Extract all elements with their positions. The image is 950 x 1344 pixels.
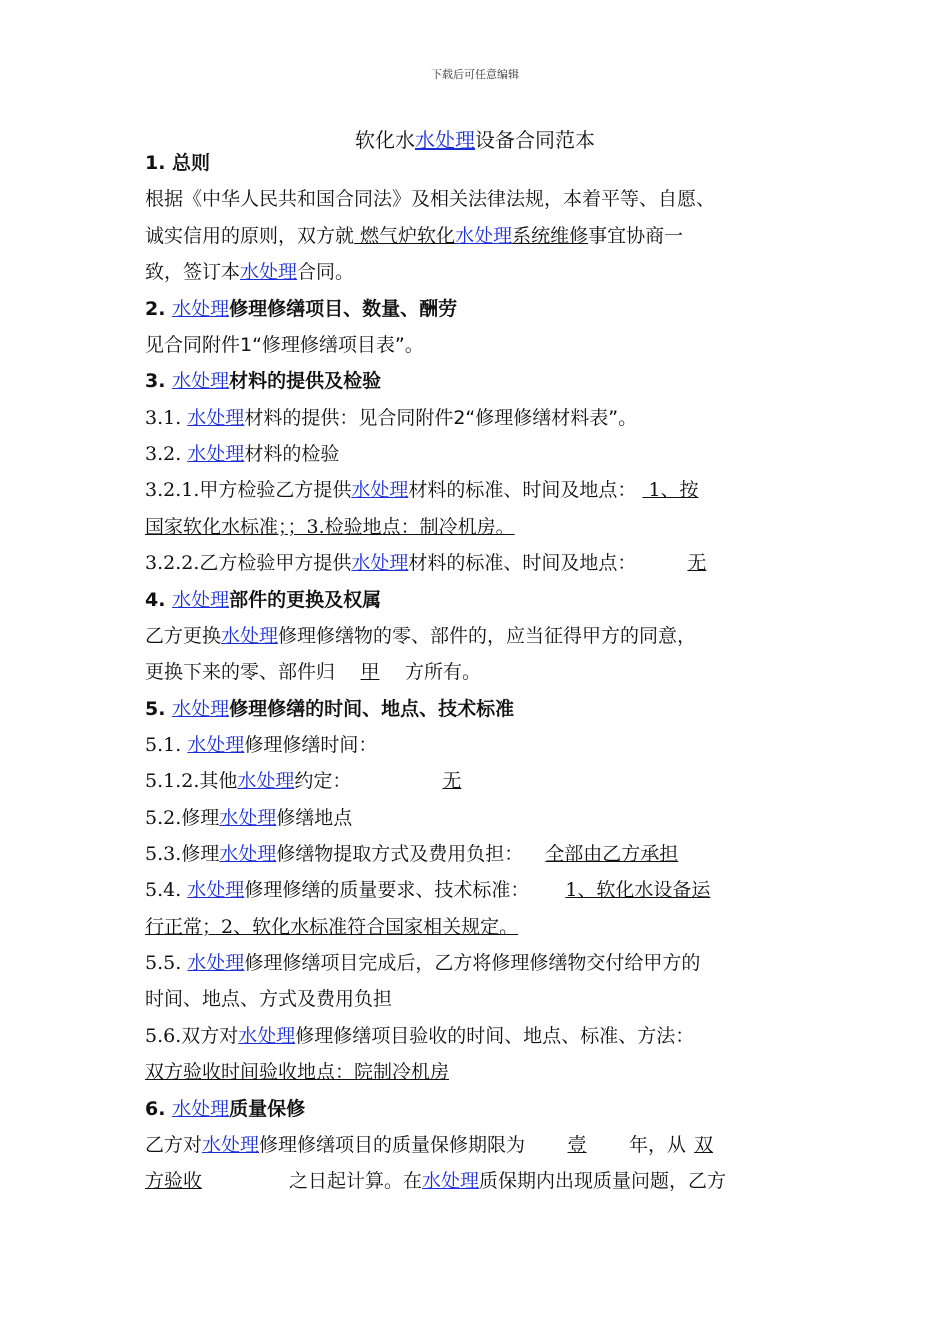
fill-text: 无 xyxy=(687,552,707,574)
link-water-treatment[interactable]: 水处理 xyxy=(172,698,230,720)
text: 修理修缮物的零、部件的，应当征得甲方的同意， xyxy=(278,625,697,647)
section-6-line-2 xyxy=(145,1168,815,1194)
section-6-heading xyxy=(145,1096,815,1122)
title-prefix: 软化水 xyxy=(355,128,415,152)
text: 材料的标准、时间及地点： xyxy=(408,479,637,501)
fill-field: 国家软化水标准；；3.检验地点：制冷机房。 xyxy=(145,516,515,538)
section-1-heading: 1. 总则 xyxy=(145,152,211,174)
text: 修理修缮项目验收的时间、地点、标准、方法： xyxy=(295,1025,695,1047)
text: 修理修缮项目完成后，乙方将修理修缮物交付给甲方的 xyxy=(244,952,701,974)
fill-text: 燃气炉软化 xyxy=(354,225,456,247)
link-water-treatment[interactable]: 水处理 xyxy=(221,625,279,647)
fill-field: 1、按 xyxy=(642,479,699,501)
clause-5-2 xyxy=(145,805,815,831)
text: 修理修缮的质量要求、技术标准： xyxy=(244,879,530,901)
fill-text: 双 xyxy=(694,1134,714,1156)
text: 5.1.2.其他 xyxy=(145,770,238,792)
link-water-treatment[interactable]: 水处理 xyxy=(187,734,245,756)
text: 更换下来的零、部件归 xyxy=(145,661,336,683)
fill-text: 壹 xyxy=(567,1134,587,1156)
link-water-treatment[interactable]: 水处理 xyxy=(422,1170,480,1192)
section-number: 4. xyxy=(145,589,173,611)
text: 3.2.1.甲方检验乙方提供 xyxy=(145,479,352,501)
clause-5-5 xyxy=(145,950,815,976)
section-1-line-3 xyxy=(145,259,815,285)
text: 修理修缮项目的质量保修期限为 xyxy=(259,1134,526,1156)
section-number: 6. xyxy=(145,1098,173,1120)
section-4-line-1 xyxy=(145,623,815,649)
link-water-treatment[interactable]: 水处理 xyxy=(187,407,245,429)
clause-number: 5.1. xyxy=(145,734,188,756)
header-note: 下载后可任意编辑 xyxy=(431,68,519,81)
clause-number: 3.2. xyxy=(145,443,188,465)
text: 年，从 xyxy=(629,1134,687,1156)
clause-5-1-2 xyxy=(145,768,815,794)
link-water-treatment[interactable]: 水处理 xyxy=(187,443,245,465)
clause-5-1 xyxy=(145,732,815,758)
clause-5-3 xyxy=(145,841,815,867)
clause-number: 5.4. xyxy=(145,879,188,901)
link-water-treatment[interactable]: 水处理 xyxy=(240,261,298,283)
text: 材料的提供：见合同附件2“修理修缮材料表”。 xyxy=(244,407,638,429)
clause-3-2-2 xyxy=(145,550,815,576)
fill-field: 行正常；2、软化水标准符合国家相关规定。 xyxy=(145,916,519,938)
clause-3-2-1-line-2 xyxy=(145,514,815,540)
fill-field xyxy=(525,1132,629,1158)
text: 致，签订本 xyxy=(145,261,241,283)
heading-text: 材料的提供及检验 xyxy=(229,370,382,392)
text: 修缮物提取方式及费用负担： xyxy=(276,843,524,865)
section-3-heading xyxy=(145,368,815,394)
text: 5.6.双方对 xyxy=(145,1025,239,1047)
section-4-heading xyxy=(145,587,815,613)
link-water-treatment[interactable]: 水处理 xyxy=(172,589,230,611)
fill-text: 系统维修 xyxy=(512,225,589,247)
section-4-line-2 xyxy=(145,659,815,685)
clause-5-6-line-2 xyxy=(145,1059,815,1085)
text: 合同。 xyxy=(297,261,355,283)
fill-text: 1、软化水设备运 xyxy=(565,879,711,901)
link-water-treatment[interactable]: 水处理 xyxy=(172,298,230,320)
text: 材料的标准、时间及地点： xyxy=(408,552,637,574)
heading-text: 质量保修 xyxy=(229,1098,306,1120)
text: 质保期内出现质量问题，乙方 xyxy=(479,1170,727,1192)
section-2-heading xyxy=(145,296,815,322)
link-water-treatment[interactable]: 水处理 xyxy=(172,370,230,392)
fill-text: 无 xyxy=(442,770,462,792)
heading-text: 修理修缮项目、数量、酬劳 xyxy=(229,298,458,320)
fill-field xyxy=(335,659,405,685)
heading-text: 修理修缮的时间、地点、技术标准 xyxy=(229,698,515,720)
link-water-treatment[interactable]: 水处理 xyxy=(238,1025,296,1047)
clause-3-2 xyxy=(145,441,815,467)
section-6-line-1 xyxy=(145,1132,815,1158)
text: 事宜协商一 xyxy=(588,225,684,247)
fill-field xyxy=(523,843,678,865)
text: 约定： xyxy=(294,770,352,792)
title-suffix: 设备合同范本 xyxy=(475,128,595,152)
clause-5-4 xyxy=(145,877,815,903)
link-water-treatment[interactable]: 水处理 xyxy=(187,879,245,901)
link-water-treatment[interactable]: 水处理 xyxy=(219,807,277,829)
text: 诚实信用的原则，双方就 xyxy=(145,225,355,247)
clause-number: 3.1. xyxy=(145,407,188,429)
text: 乙方更换 xyxy=(145,625,222,647)
document-title xyxy=(0,124,950,153)
heading-text: 部件的更换及权属 xyxy=(229,589,382,611)
link-water-treatment[interactable]: 水处理 xyxy=(219,843,277,865)
fill-field xyxy=(145,1059,657,1085)
link-water-treatment[interactable]: 水处理 xyxy=(237,770,295,792)
clause-3-1 xyxy=(145,405,815,431)
text: 5.3.修理 xyxy=(145,843,220,865)
text: 修理修缮时间： xyxy=(244,734,378,756)
clause-5-5-line-2: 时间、地点、方式及费用负担 xyxy=(145,988,393,1010)
fill-field xyxy=(636,550,706,576)
text: 修缮地点 xyxy=(276,807,353,829)
section-number: 2. xyxy=(145,298,173,320)
link-water-treatment[interactable]: 水处理 xyxy=(351,479,409,501)
text: 方所有。 xyxy=(405,661,482,683)
text: 之日起计算。在 xyxy=(289,1170,423,1192)
fill-text: 双方验收时间验收地点：院制冷机房 xyxy=(145,1061,450,1083)
text: 材料的检验 xyxy=(244,443,340,465)
fill-field xyxy=(145,1168,289,1194)
link-water-treatment[interactable]: 水处理 xyxy=(172,1098,230,1120)
text: 乙方对 xyxy=(145,1134,203,1156)
fill-field xyxy=(351,768,461,794)
fill-field xyxy=(686,1134,713,1156)
link-water-treatment[interactable]: 水处理 xyxy=(202,1134,260,1156)
fill-text: 方验收 xyxy=(145,1170,203,1192)
fill-text: 全部由乙方承担 xyxy=(545,843,679,865)
fill-field xyxy=(529,879,710,901)
text: 5.2.修理 xyxy=(145,807,220,829)
clause-5-6 xyxy=(145,1023,815,1049)
text: 3.2.2.乙方检验甲方提供 xyxy=(145,552,352,574)
link-water-treatment[interactable]: 水处理 xyxy=(351,552,409,574)
section-5-heading xyxy=(145,696,815,722)
link-water-treatment[interactable]: 水处理 xyxy=(455,225,513,247)
link-water-treatment[interactable]: 水处理 xyxy=(187,952,245,974)
clause-number: 5.5. xyxy=(145,952,188,974)
clause-5-4-line-2 xyxy=(145,914,815,940)
fill-text: 甲 xyxy=(360,661,380,683)
section-2-body: 见合同附件1“修理修缮项目表”。 xyxy=(145,334,424,356)
title-link[interactable]: 水处理 xyxy=(415,128,475,152)
section-1-line-2 xyxy=(145,223,815,249)
section-1-line-1: 根据《中华人民共和国合同法》及相关法律法规，本着平等、自愿、 xyxy=(145,188,716,210)
section-number: 5. xyxy=(145,698,173,720)
section-number: 3. xyxy=(145,370,173,392)
clause-3-2-1 xyxy=(145,477,815,503)
fill-field xyxy=(354,225,588,247)
